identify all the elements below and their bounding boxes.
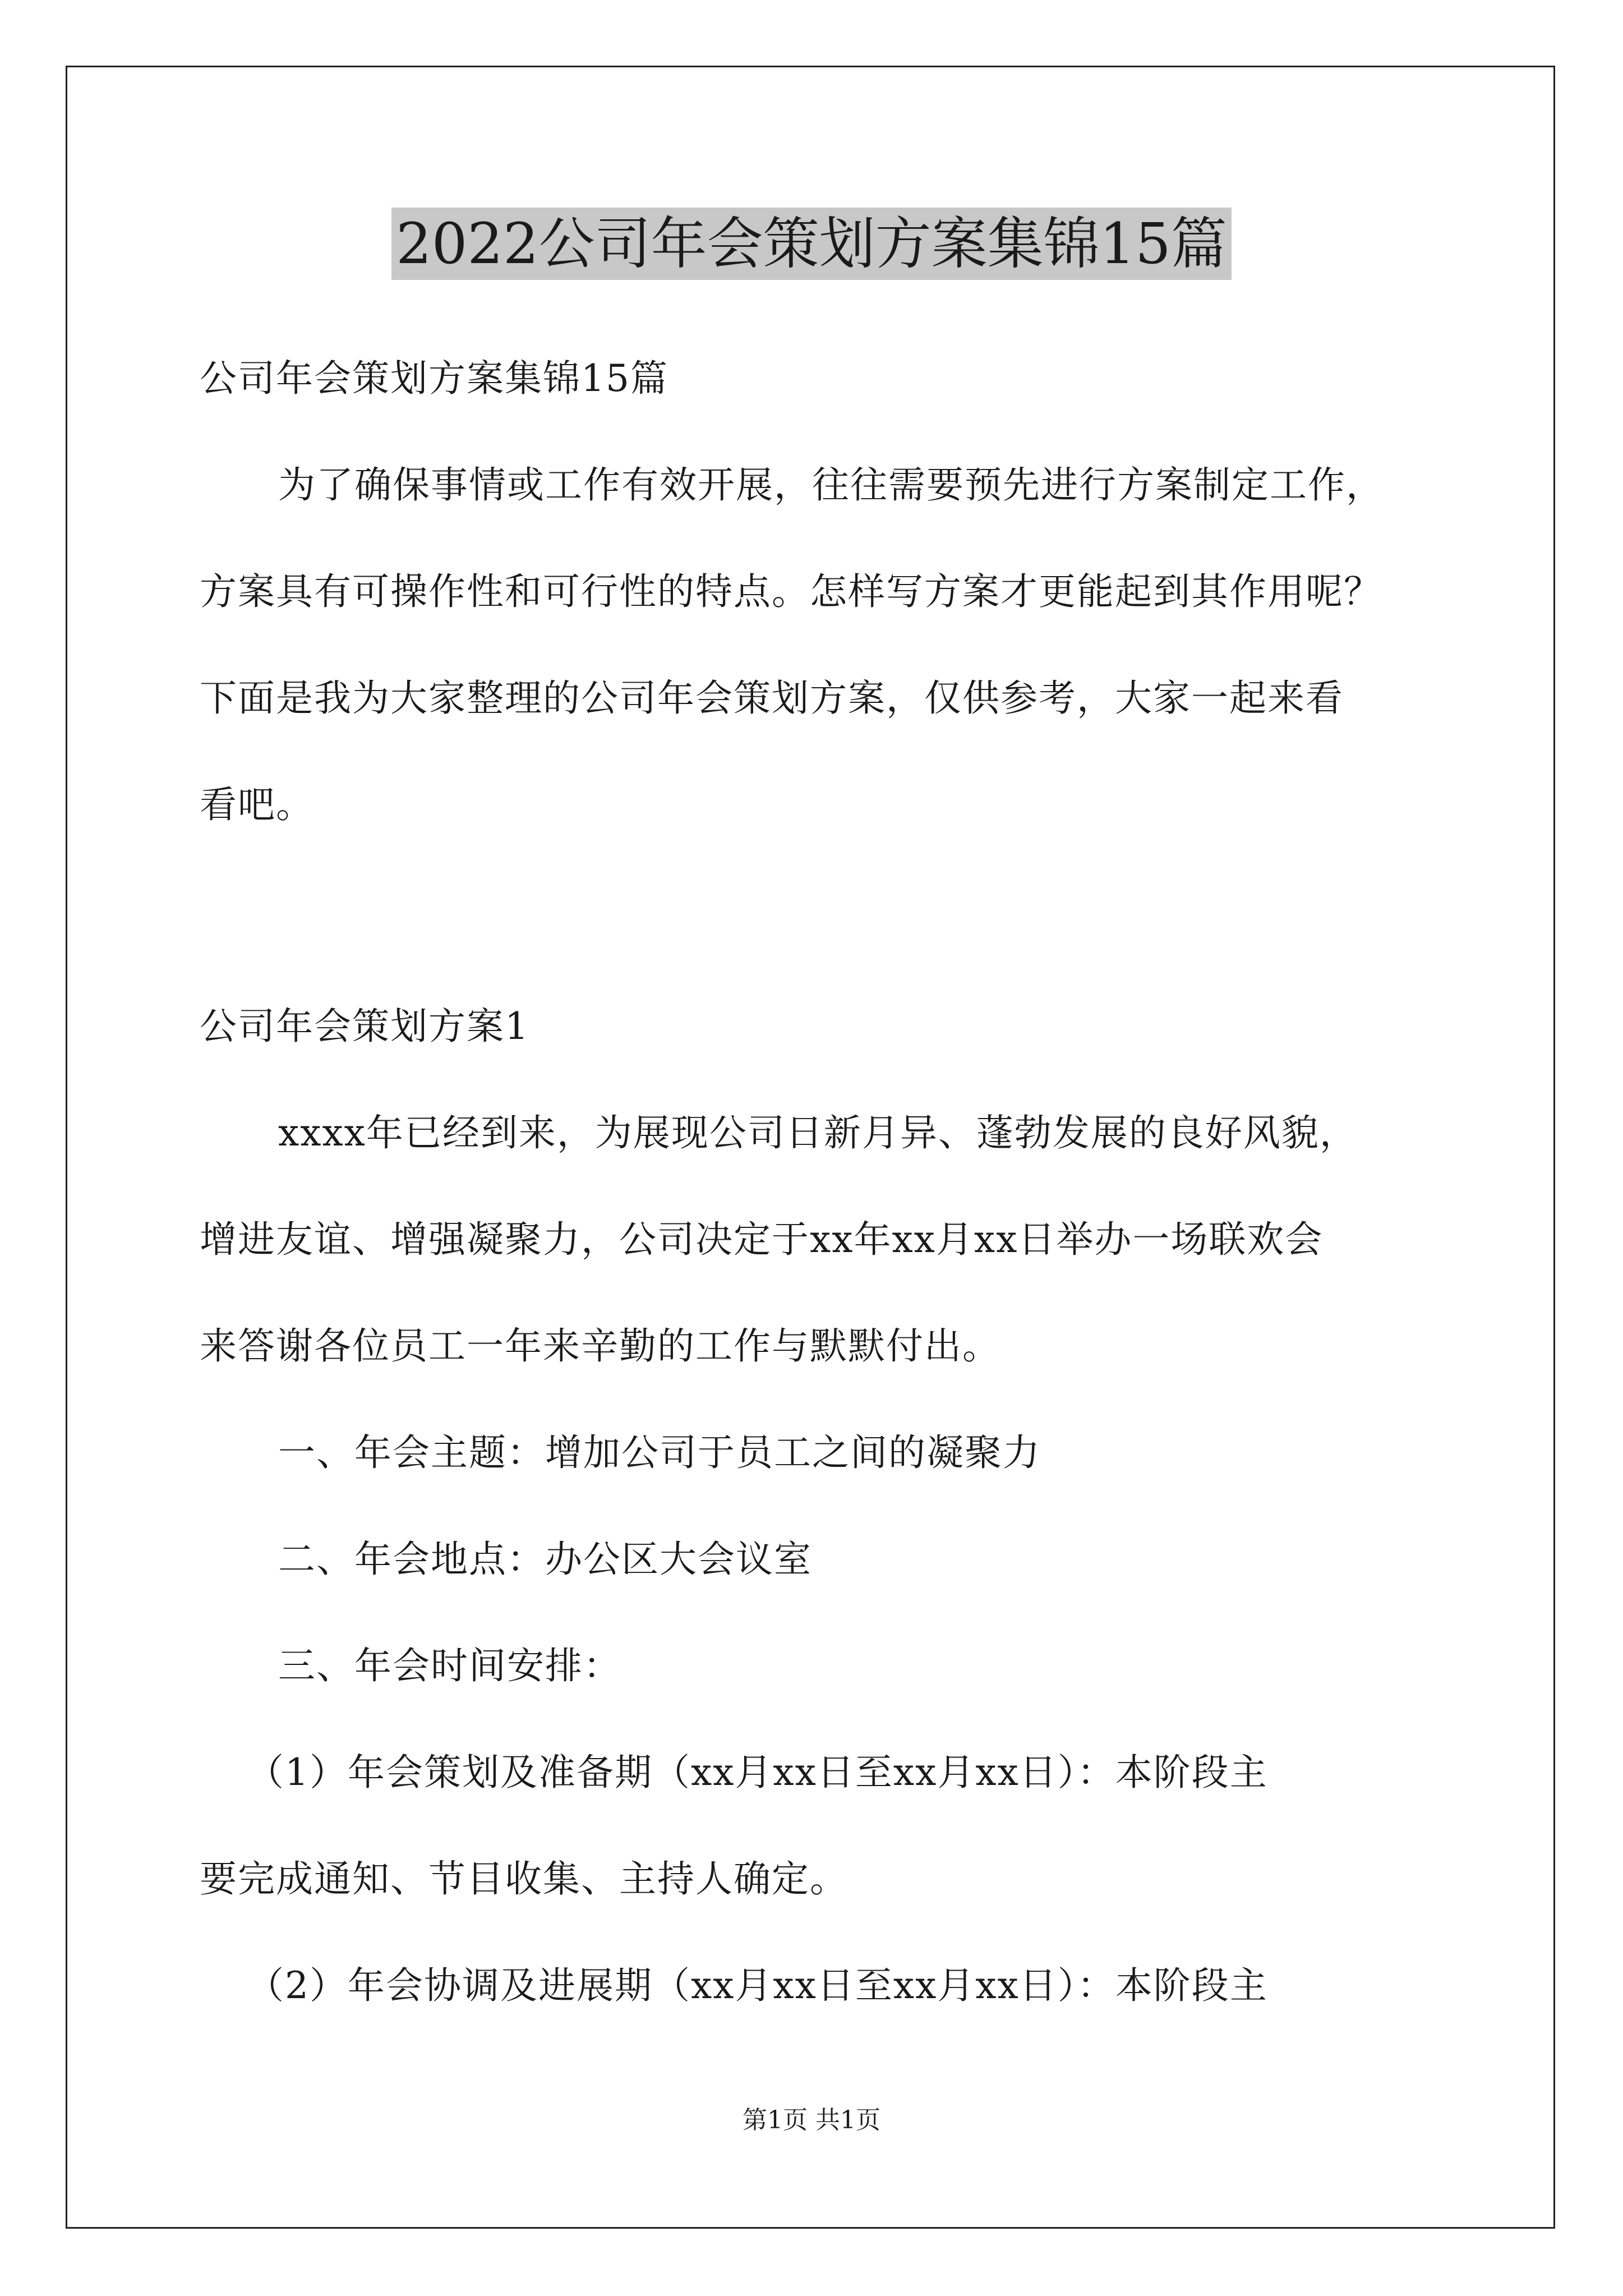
intro-line-1: 为了确保事情或工作有效开展，往往需要预先进行方案制定工作， xyxy=(278,463,1384,507)
body-line-7: （1）年会策划及准备期（xx月xx日至xx月xx日）：本阶段主 xyxy=(247,1751,1268,1794)
body-line-5: 二、年会地点：办公区大会议室 xyxy=(278,1538,812,1581)
body-line-9: （2）年会协调及进展期（xx月xx日至xx月xx日）：本阶段主 xyxy=(247,1964,1268,2007)
document-title-text: 2022公司年会策划方案集锦15篇 xyxy=(391,208,1232,280)
document-title xyxy=(0,205,1623,283)
page-footer: 第1页 共1页 xyxy=(743,2106,880,2134)
body-line-2: 增进友谊、增强凝聚力，公司决定于xx年xx月xx日举办一场联欢会 xyxy=(200,1218,1324,1261)
intro-line-3: 下面是我为大家整理的公司年会策划方案，仅供参考，大家一起来看 xyxy=(200,677,1344,720)
document-subtitle: 公司年会策划方案集锦15篇 xyxy=(200,357,668,400)
body-line-8: 要完成通知、节目收集、主持人确定。 xyxy=(200,1857,848,1901)
intro-line-2: 方案具有可操作性和可行性的特点。怎样写方案才更能起到其作用呢？ xyxy=(200,570,1382,613)
body-line-1: xxxx年已经到来，为展现公司日新月异、蓬勃发展的良好风貌， xyxy=(278,1111,1358,1154)
body-line-4: 一、年会主题：增加公司于员工之间的凝聚力 xyxy=(278,1431,1041,1474)
body-line-6: 三、年会时间安排： xyxy=(278,1644,621,1687)
intro-line-4: 看吧。 xyxy=(200,783,314,826)
section-heading: 公司年会策划方案1 xyxy=(200,1005,529,1048)
body-line-3: 来答谢各位员工一年来辛勤的工作与默默付出。 xyxy=(200,1324,1000,1368)
